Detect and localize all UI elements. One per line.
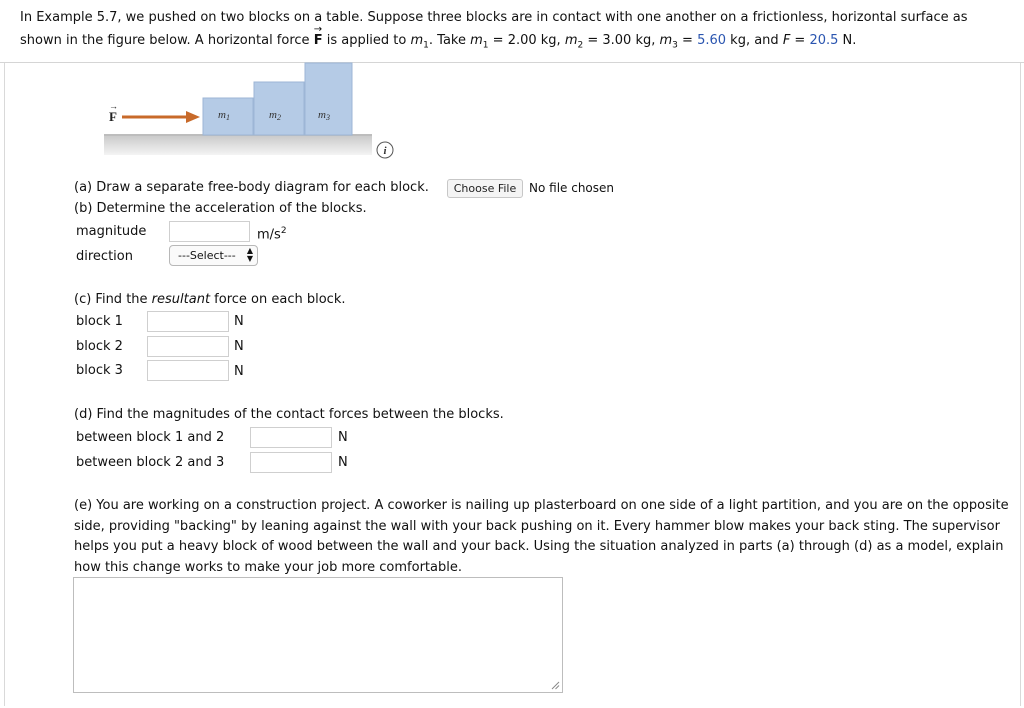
- block-2-label: block 2: [76, 339, 123, 354]
- block-3-label: block 3: [76, 363, 123, 378]
- force-vector-symbol: → F: [314, 29, 323, 52]
- part-a-text: (a) Draw a separate free-body diagram for each block.: [74, 180, 429, 195]
- force-arrow-head: [186, 111, 200, 123]
- direction-select[interactable]: [169, 245, 258, 266]
- direction-label: direction: [76, 249, 133, 264]
- block-3-force-input[interactable]: [147, 360, 229, 381]
- problem-text: In Example 5.7, we pushed on two blocks on a table. Suppose three blocks are in contact with one another on a frictionless, horizontal surface as shown in the figure below. A horizontal force → F is applied to $m_1$. Take $m_1 = 2.00$ kg, $m_2 = 3.00$ kg, $m_3 = 5.60$ kg, and F = 20.5 N.: [20, 6, 1010, 58]
- contact-2-3-unit: N: [338, 455, 348, 470]
- table-surface: [104, 135, 372, 155]
- contact-2-3-label: between block 2 and 3: [76, 455, 225, 470]
- block-1-label: block 1: [76, 314, 123, 329]
- contact-force-2-3-input[interactable]: [250, 452, 332, 473]
- choose-file-button[interactable]: Choose File: [447, 179, 523, 198]
- direction-select-value: ---Select---: [178, 249, 236, 262]
- svg-text:i: i: [383, 145, 387, 157]
- block-1-force-input[interactable]: [147, 311, 229, 332]
- blocks-figure: [100, 60, 375, 160]
- problem-statement: [0, 0, 1024, 63]
- block-3-unit: N: [234, 364, 244, 379]
- magnitude-label: magnitude: [76, 224, 147, 239]
- part-b-text: (b) Determine the acceleration of the blocks.: [74, 201, 367, 216]
- file-status: No file chosen: [529, 181, 615, 195]
- select-arrows-icon: ▲ ▼: [246, 246, 253, 263]
- m3-value: 5.60: [697, 33, 727, 48]
- block-m2: [254, 82, 304, 135]
- block-2-unit: N: [234, 339, 244, 354]
- info-icon[interactable]: [376, 141, 394, 159]
- block-1-unit: N: [234, 314, 244, 329]
- resize-grip-icon[interactable]: [550, 680, 560, 690]
- block-m3: [305, 63, 352, 135]
- label-m1: m1: [218, 109, 230, 122]
- contact-force-1-2-input[interactable]: [250, 427, 332, 448]
- force-value: 20.5: [809, 33, 839, 48]
- acceleration-unit: $m/s^2$: [257, 226, 287, 243]
- contact-1-2-unit: N: [338, 430, 348, 445]
- label-m2: m2: [269, 109, 281, 122]
- acceleration-magnitude-input[interactable]: [169, 221, 250, 242]
- force-label: F: [109, 109, 117, 124]
- contact-1-2-label: between block 1 and 2: [76, 430, 225, 445]
- block-2-force-input[interactable]: [147, 336, 229, 357]
- part-c-text: (c) Find the resultant force on each block.: [74, 292, 346, 307]
- force-vector-arrow: →: [109, 101, 118, 111]
- explanation-textarea[interactable]: [73, 577, 563, 693]
- part-d-text: (d) Find the magnitudes of the contact forces between the blocks.: [74, 407, 504, 422]
- label-m3: m3: [318, 109, 330, 122]
- part-e-text: (e) You are working on a construction project. A coworker is nailing up plasterboard on one side of a light partition, and you are on the opposite side, providing "backing" by leaning against the wall with your back pushing on it. Every hammer blow makes your back sting. The supervisor helps you put a heavy block of wood between the wall and your back. Using the situation analyzed in parts (a) through (d) as a model, explain how this change works to make your job more comfortable.: [74, 498, 1009, 575]
